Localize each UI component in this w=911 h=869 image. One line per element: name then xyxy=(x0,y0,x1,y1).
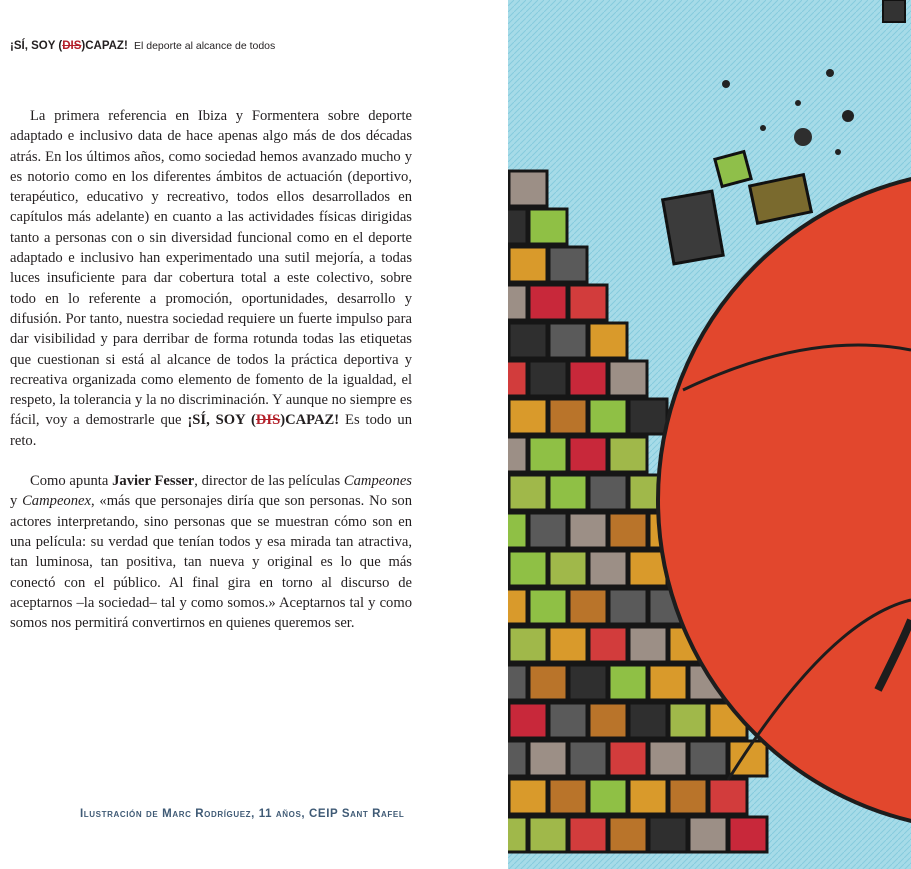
brick xyxy=(689,741,727,776)
brick xyxy=(509,627,547,662)
brick xyxy=(569,817,607,852)
brick xyxy=(589,475,627,510)
brick xyxy=(589,551,627,586)
brick xyxy=(508,513,527,548)
brick xyxy=(549,247,587,282)
brick xyxy=(529,589,567,624)
emphasis-si-soy-capaz: ¡SÍ, SOY (DIS)CAPAZ! xyxy=(187,412,340,429)
brick xyxy=(509,779,547,814)
brick xyxy=(529,665,567,700)
brick xyxy=(508,209,527,244)
brick xyxy=(508,361,527,396)
brick xyxy=(509,247,547,282)
brick xyxy=(529,437,567,472)
brick xyxy=(509,399,547,434)
brick xyxy=(508,665,527,700)
brick xyxy=(589,703,627,738)
brick xyxy=(589,323,627,358)
brick xyxy=(609,589,647,624)
brick xyxy=(569,589,607,624)
brick xyxy=(609,513,647,548)
brick xyxy=(689,817,727,852)
brick xyxy=(549,551,587,586)
brick xyxy=(549,323,587,358)
brick xyxy=(509,171,547,206)
brick xyxy=(549,703,587,738)
child-drawing-basketball-wall xyxy=(508,0,911,869)
brick xyxy=(609,817,647,852)
brick xyxy=(549,627,587,662)
brick xyxy=(509,703,547,738)
brick xyxy=(669,703,707,738)
brick xyxy=(529,741,567,776)
running-head-brand: ¡SÍ, SOY (DIS)CAPAZ! xyxy=(10,40,128,52)
brick xyxy=(569,665,607,700)
brick xyxy=(649,817,687,852)
brick xyxy=(549,399,587,434)
illustration xyxy=(508,0,911,869)
body-text xyxy=(10,106,412,633)
brick xyxy=(529,817,567,852)
brick xyxy=(629,399,667,434)
brick xyxy=(529,285,567,320)
brick xyxy=(529,513,567,548)
running-head-subtitle: El deporte al alcance de todos xyxy=(134,40,276,52)
brick xyxy=(589,627,627,662)
brick xyxy=(729,817,767,852)
brick xyxy=(569,741,607,776)
brick xyxy=(589,779,627,814)
brick xyxy=(569,437,607,472)
brick xyxy=(569,361,607,396)
person-name: Javier Fesser xyxy=(112,473,195,490)
brick xyxy=(509,323,547,358)
brick xyxy=(569,285,607,320)
brick xyxy=(709,779,747,814)
dis-strikethrough: DIS xyxy=(62,40,82,52)
brick xyxy=(549,475,587,510)
brick xyxy=(669,779,707,814)
brick xyxy=(569,513,607,548)
illustration-caption: Ilustración de Marc Rodríguez, 11 años, CEIP Sant Rafel xyxy=(80,808,405,820)
brick xyxy=(549,779,587,814)
brick xyxy=(508,285,527,320)
brick xyxy=(649,665,687,700)
brick xyxy=(509,551,547,586)
brick xyxy=(508,741,527,776)
brick xyxy=(508,817,527,852)
brick xyxy=(609,437,647,472)
brick xyxy=(629,627,667,662)
film-title: Campeonex xyxy=(22,493,91,510)
brick xyxy=(609,741,647,776)
brick xyxy=(629,703,667,738)
running-head xyxy=(10,40,275,52)
paragraph-2: Como apunta Javier Fesser, director de las películas Campeones y Campeonex, «más que personajes diría que son personas. No son actores interpretando, sino personas que se muestran cómo son en una película: su verdad que tenían todos y esa mirada tan atractiva, tan luminosa, tan positiva, tan nueva y original es lo que más conectó con el público. Al final gira en torno al discurso de aceptarnos –la sociedad– tal y como somos.» Aceptarnos tal y como somos nos permitirá convertirnos en quienes queremos ser. xyxy=(10,473,412,632)
brick xyxy=(529,361,567,396)
brick xyxy=(649,741,687,776)
brick xyxy=(589,399,627,434)
brick xyxy=(609,361,647,396)
brick xyxy=(529,209,567,244)
brick xyxy=(609,665,647,700)
brick xyxy=(508,437,527,472)
brick xyxy=(509,475,547,510)
film-title: Campeones xyxy=(343,473,412,490)
brick xyxy=(629,779,667,814)
paragraph-1: La primera referencia en Ibiza y Formentera sobre deporte adaptado e inclusivo data de hace apenas algo más de dos décadas atrás. En los últimos años, como sociedad hemos avanzado mucho y es notorio como en los diferentes ámbitos de actuación (deportivo, terapéutico, educativo y recreativo, todos ellos desarrollados en capítulos más adelante) en cuanto a las actividades físicas dirigidas tanto a personas con o sin diversidad funcional como en el deporte adaptado e inclusivo han experimentado una sutil mejoría, a todas luces insuficiente para dar cobertura total a este colectivo, sobre todo en lo referente a promoción, oportunidades, desarrollo y difusión. Por tanto, nuestra sociedad requiere un fuerte impulso para dar visibilidad y para derribar de forma rotunda todas las etiquetas que cuestionan si está al alcance de todos la práctica deportiva y recreativa organizada como elemento de fomento de la igualdad, el respeto, la tolerancia y la no discriminación. Y aunque no siempre es fácil, voy a demostrarle que ¡SÍ, SOY (DIS)CAPAZ! Es todo un reto. xyxy=(10,108,412,449)
brick xyxy=(508,589,527,624)
